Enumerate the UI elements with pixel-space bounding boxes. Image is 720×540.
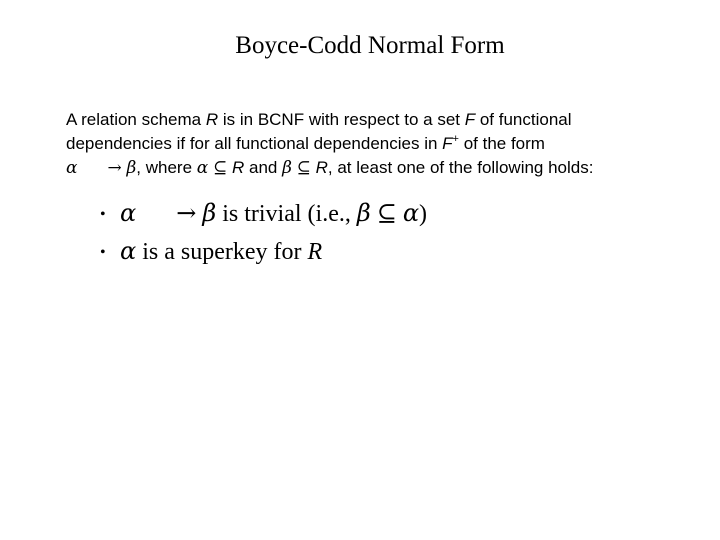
alpha-symbol: α	[66, 158, 78, 178]
alpha-symbol: α	[196, 158, 209, 178]
definition-line-2	[66, 132, 706, 156]
text: A relation schema	[66, 110, 206, 129]
relation-R: R	[205, 110, 219, 129]
relation-R: R	[307, 239, 323, 265]
text: , at least one of the following holds:	[327, 158, 594, 177]
text: of the form	[458, 134, 545, 153]
alpha-symbol: α	[120, 199, 137, 227]
arrow-symbol: →	[107, 158, 122, 178]
beta-symbol: β	[282, 158, 292, 178]
subset-symbol: ⊆	[213, 158, 228, 178]
text: is trivial (i.e.,	[216, 201, 357, 227]
relation-R: R	[231, 158, 245, 177]
subset-symbol: ⊆	[376, 199, 397, 227]
text: is in BCNF with respect to a set	[218, 110, 465, 129]
slide-title: Boyce-Codd Normal Form	[235, 32, 505, 59]
definition-line-3	[66, 156, 706, 180]
text: is a superkey for	[136, 239, 308, 265]
list-item	[100, 233, 700, 271]
arrow-symbol: →	[176, 199, 197, 227]
alpha-symbol: α	[402, 199, 420, 227]
relation-R: R	[315, 158, 328, 177]
text: and	[244, 158, 283, 177]
definition-line-1	[66, 108, 706, 132]
text: , where	[136, 158, 197, 177]
subset-symbol: ⊆	[296, 158, 311, 178]
alpha-symbol: α	[120, 237, 137, 265]
beta-symbol: β	[126, 158, 137, 178]
closure-F: F	[442, 134, 453, 153]
text: )	[419, 201, 428, 227]
text: dependencies if for all functional dependencies in	[66, 134, 443, 153]
beta-symbol: β	[202, 199, 217, 227]
beta-symbol: β	[356, 199, 371, 227]
conditions-list	[100, 195, 700, 271]
definition-paragraph	[66, 108, 706, 180]
list-item	[100, 195, 700, 233]
set-F: F	[464, 110, 476, 129]
closure-plus: +	[452, 133, 459, 145]
bullet-icon: •	[100, 206, 106, 223]
bullet-icon: •	[100, 244, 106, 261]
text: of functional	[475, 110, 572, 129]
